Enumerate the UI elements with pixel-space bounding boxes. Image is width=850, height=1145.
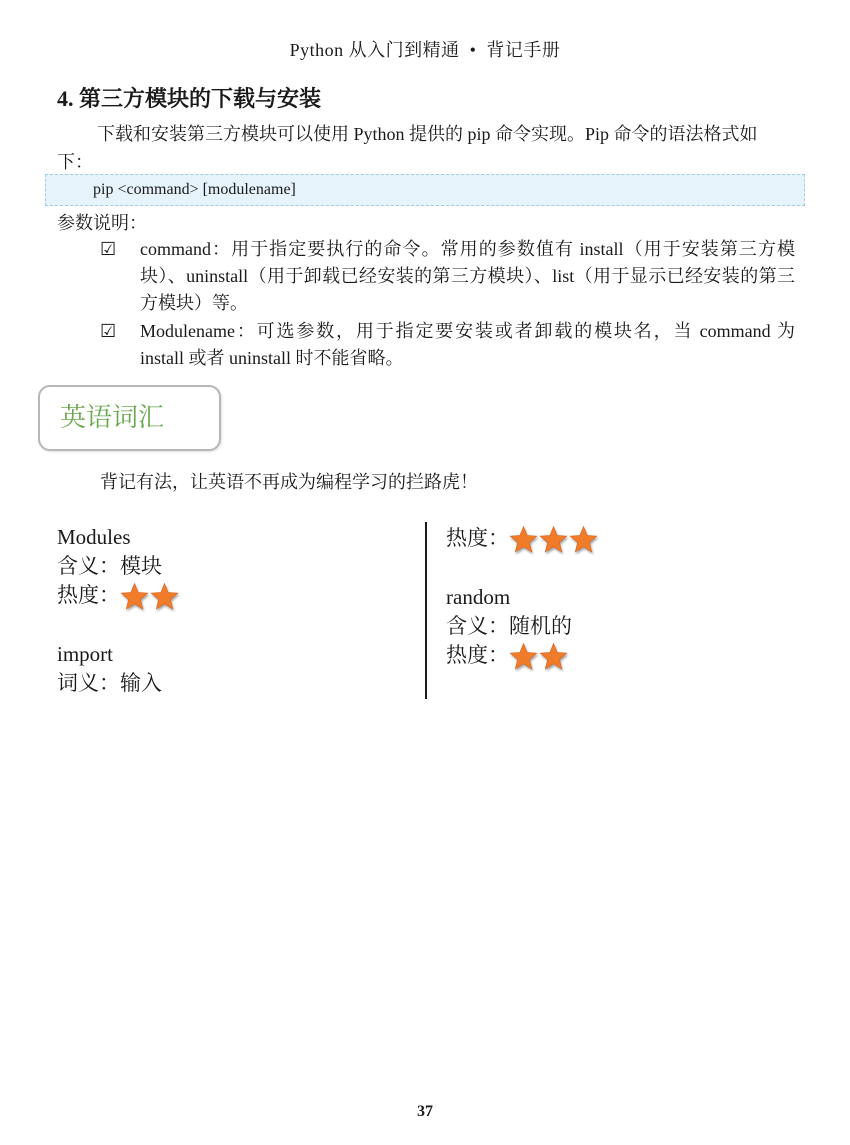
param-text: command：用于指定要执行的命令。常用的参数值有 install（用于安装第三方模块）、uninstall（用于卸载已经安装的第三方模块）、list（用于显示已经安装的第三方模块）等。 xyxy=(140,239,795,313)
vocab-meaning: 含义：模块 xyxy=(57,554,162,578)
heat-label: 热度： xyxy=(446,526,509,550)
vocab-word: Modules xyxy=(57,525,131,549)
vocab-heat xyxy=(446,641,786,671)
vocab-meaning: 词义：输入 xyxy=(57,671,162,695)
star-icon xyxy=(539,525,568,554)
star-rating xyxy=(120,582,179,611)
column-divider xyxy=(425,522,427,699)
star-icon xyxy=(509,525,538,554)
header-subtitle: 背记手册 xyxy=(486,40,561,60)
vocab-motto: 背记有法，让英语不再成为编程学习的拦路虎！ xyxy=(100,472,478,492)
vocab-tab xyxy=(38,385,221,451)
heat-label: 热度： xyxy=(446,643,509,667)
header-separator: • xyxy=(469,40,477,60)
checkbox-icon: ☑ xyxy=(100,239,117,259)
star-icon xyxy=(120,582,149,611)
code-block xyxy=(45,174,805,206)
param-item-command xyxy=(100,236,800,317)
heat-label: 热度： xyxy=(57,583,120,607)
page-number: 37 xyxy=(417,1103,433,1120)
vocab-heat xyxy=(57,581,397,611)
param-text: Modulename：可选参数，用于指定要安装或者卸载的模块名，当 command 为 install 或者 uninstall 时不能省略。 xyxy=(140,321,795,368)
header-title: Python 从入门到精通 xyxy=(289,40,460,60)
star-icon xyxy=(509,642,538,671)
vocab-right-column xyxy=(446,524,786,671)
running-header xyxy=(0,36,850,62)
star-icon xyxy=(569,525,598,554)
vocab-tab-title: 英语词汇 xyxy=(60,403,165,432)
vocab-meaning: 含义：随机的 xyxy=(446,614,572,638)
params-label: 参数说明： xyxy=(57,213,147,233)
code-text: pip <command> [modulename] xyxy=(93,181,296,198)
section-title: 4. 第三方模块的下载与安装 xyxy=(57,86,322,111)
vocab-left-column xyxy=(57,523,397,698)
vocab-word: import xyxy=(57,642,113,666)
intro-paragraph: 下载和安装第三方模块可以使用 Python 提供的 pip 命令实现。Pip 命令的语法格式如下： xyxy=(57,124,758,172)
star-icon xyxy=(539,642,568,671)
checkbox-icon: ☑ xyxy=(100,321,117,341)
vocab-word: random xyxy=(446,585,511,609)
star-icon xyxy=(150,582,179,611)
star-rating xyxy=(509,642,568,671)
star-rating xyxy=(509,525,598,554)
vocab-heat xyxy=(446,524,786,554)
param-item-modulename xyxy=(100,318,800,372)
